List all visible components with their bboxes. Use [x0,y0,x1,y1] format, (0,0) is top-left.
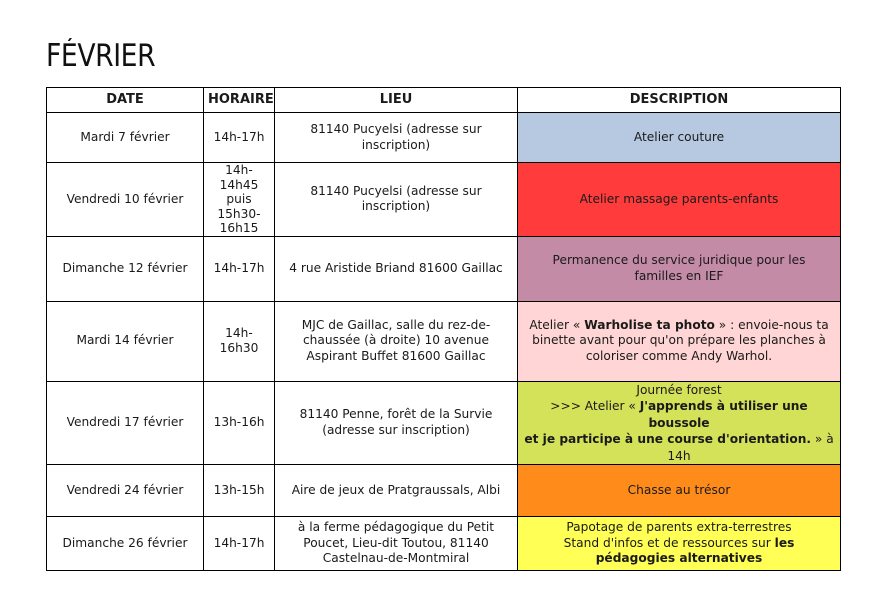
row-description [518,163,841,237]
horaire-line: 13h-16h [213,415,265,429]
row-horaire [204,113,275,163]
row-lieu [275,236,518,301]
header-lieu: LIEU [275,88,518,113]
lieu-line: 81140 Pucyelsi (adresse sur [310,122,482,136]
row-description [518,301,841,381]
horaire-line: 15h30- [217,206,261,221]
row-date: Vendredi 17 février [47,381,204,465]
row-lieu [275,517,518,571]
description-line: Atelier « Warholise ta photo » : envoie-nous ta [529,317,829,332]
description-line: >>> Atelier « J'apprends à utiliser une boussole [550,399,808,430]
horaire-line: 14h-17h [213,260,265,275]
row-description [518,236,841,301]
row-date: Vendredi 10 février [47,163,204,237]
horaire-line: 14h-16h30 [219,325,259,355]
description-line: pédagogies alternatives [595,551,763,566]
row-date: Mardi 7 février [47,113,204,163]
table-row [47,301,841,381]
table-row [47,517,841,571]
lieu-line: Aspirant Buffet 81600 Gaillac [306,348,486,363]
description-line: et je participe à une course d'orientation. » à 14h [524,432,834,463]
table-row [47,113,841,163]
lieu-line: 81140 Pucyelsi (adresse sur [310,183,482,198]
row-description [518,517,841,571]
table-row [47,163,841,237]
lieu-line: 4 rue Aristide Briand 81600 Gaillac [289,260,503,275]
description-line: coloriser comme Andy Warhol. [585,348,773,363]
row-horaire [204,381,275,465]
table-row [47,465,841,517]
row-date: Dimanche 26 février [47,517,204,571]
lieu-line: Aire de jeux de Pratgraussals, Albi [291,482,501,497]
horaire-line: 16h15 [219,221,259,235]
lieu-line: MJC de Gaillac, salle du rez-de- [301,317,491,332]
row-horaire [204,301,275,381]
description-line: Atelier massage parents-enfants [579,191,779,206]
lieu-line: (adresse sur inscription) [322,422,470,437]
row-lieu [275,163,518,237]
row-lieu [275,465,518,517]
header-row [47,88,841,113]
row-horaire [204,163,275,237]
lieu-line: chaussée (à droite) 10 avenue [302,333,490,348]
description-line: Papotage de parents extra-terrestres [566,520,792,535]
lieu-line: inscription) [361,199,431,214]
row-date: Dimanche 12 février [47,236,204,301]
row-description [518,381,841,465]
horaire-line: 13h-15h [213,482,265,497]
page-title: FÉVRIER [46,38,156,74]
lieu-line: 81140 Penne, forêt de la Survie [299,407,493,422]
row-description [518,465,841,517]
header-description: DESCRIPTION [518,88,841,113]
row-date: Vendredi 24 février [47,465,204,517]
row-horaire [204,517,275,571]
description-line: Atelier couture [633,129,725,144]
lieu-line: à la ferme pédagogique du Petit [297,520,495,535]
row-lieu [275,301,518,381]
description-line: binette avant pour qu'on prépare les planches à [532,333,826,348]
lieu-line: inscription) [361,137,431,152]
header-horaire: HORAIRE [204,88,275,113]
description-line: Stand d'infos et de ressources sur les [563,535,795,550]
row-horaire [204,236,275,301]
row-description [518,113,841,163]
row-lieu [275,113,518,163]
description-line: Journée forest [636,382,722,397]
lieu-line: Poucet, Lieu-dit Toutou, 81140 [303,535,489,550]
horaire-line: 14h-17h [213,535,265,550]
horaire-line: 14h-14h45 [219,163,259,192]
header-date: DATE [47,88,204,113]
row-lieu [275,381,518,465]
row-horaire [204,465,275,517]
horaire-line: 14h-17h [213,129,265,144]
description-line: Chasse au trésor [627,482,731,497]
horaire-line: puis [226,192,252,206]
description-line: Permanence du service juridique pour les [552,253,806,267]
description-line: familles en IEF [634,268,724,283]
row-date: Mardi 14 février [47,301,204,381]
table-row [47,236,841,301]
events-table [46,87,841,571]
lieu-line: Castelnau-de-Montmiral [322,551,470,566]
table-row [47,381,841,465]
